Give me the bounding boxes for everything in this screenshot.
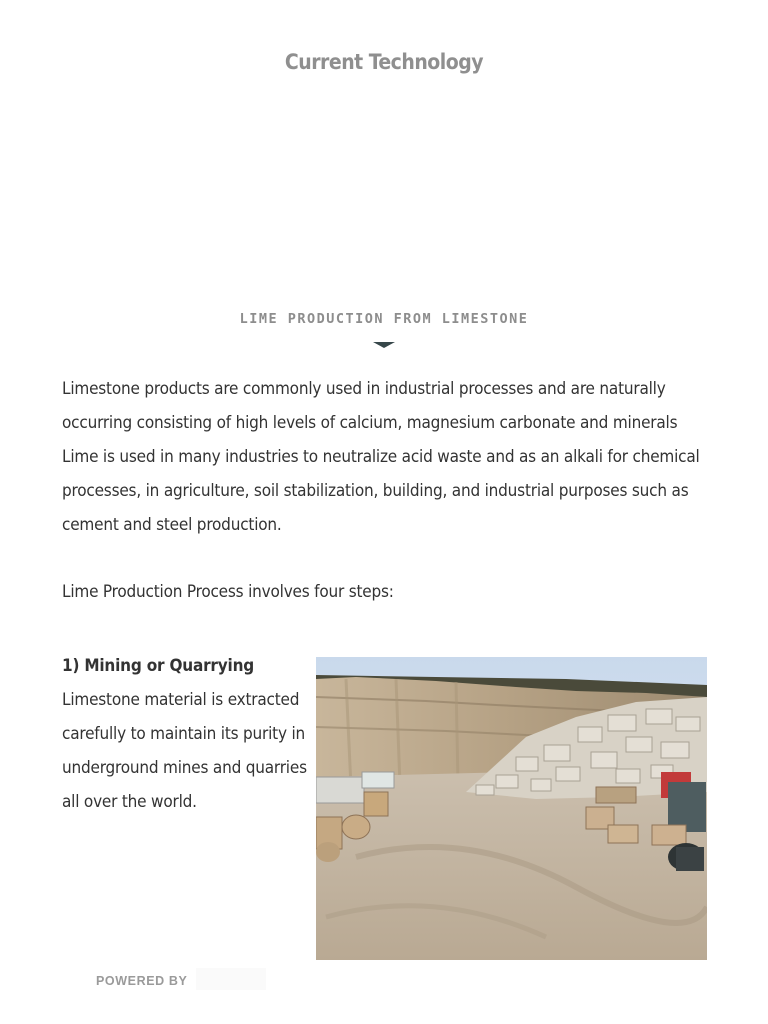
caret-down-icon <box>373 342 395 348</box>
site-title[interactable]: Current Technology <box>284 50 484 74</box>
quarry-photo <box>316 657 707 960</box>
steps-intro-text: Lime Production Process involves four steps: <box>62 582 394 602</box>
intro-paragraph: Limestone products are commonly used in industrial processes and are naturally occurring consisting of high levels of calcium, magnesium carbonate and minerals Lime is used in many industries to neutralize acid waste and as an alkali for chemical processes, in agriculture, soil stabilization, building, and industrial purposes such as cement and steel production. <box>62 379 700 535</box>
powered-by-label: POWERED BY <box>96 974 188 988</box>
powered-by-logo[interactable] <box>196 968 266 990</box>
section-heading: LIME PRODUCTION FROM LIMESTONE <box>239 311 529 327</box>
step-1-description: Limestone material is extracted carefully to maintain its purity in underground mines and quarries all over the world. <box>62 690 307 812</box>
step-1-title: 1) Mining or Quarrying <box>62 656 255 676</box>
